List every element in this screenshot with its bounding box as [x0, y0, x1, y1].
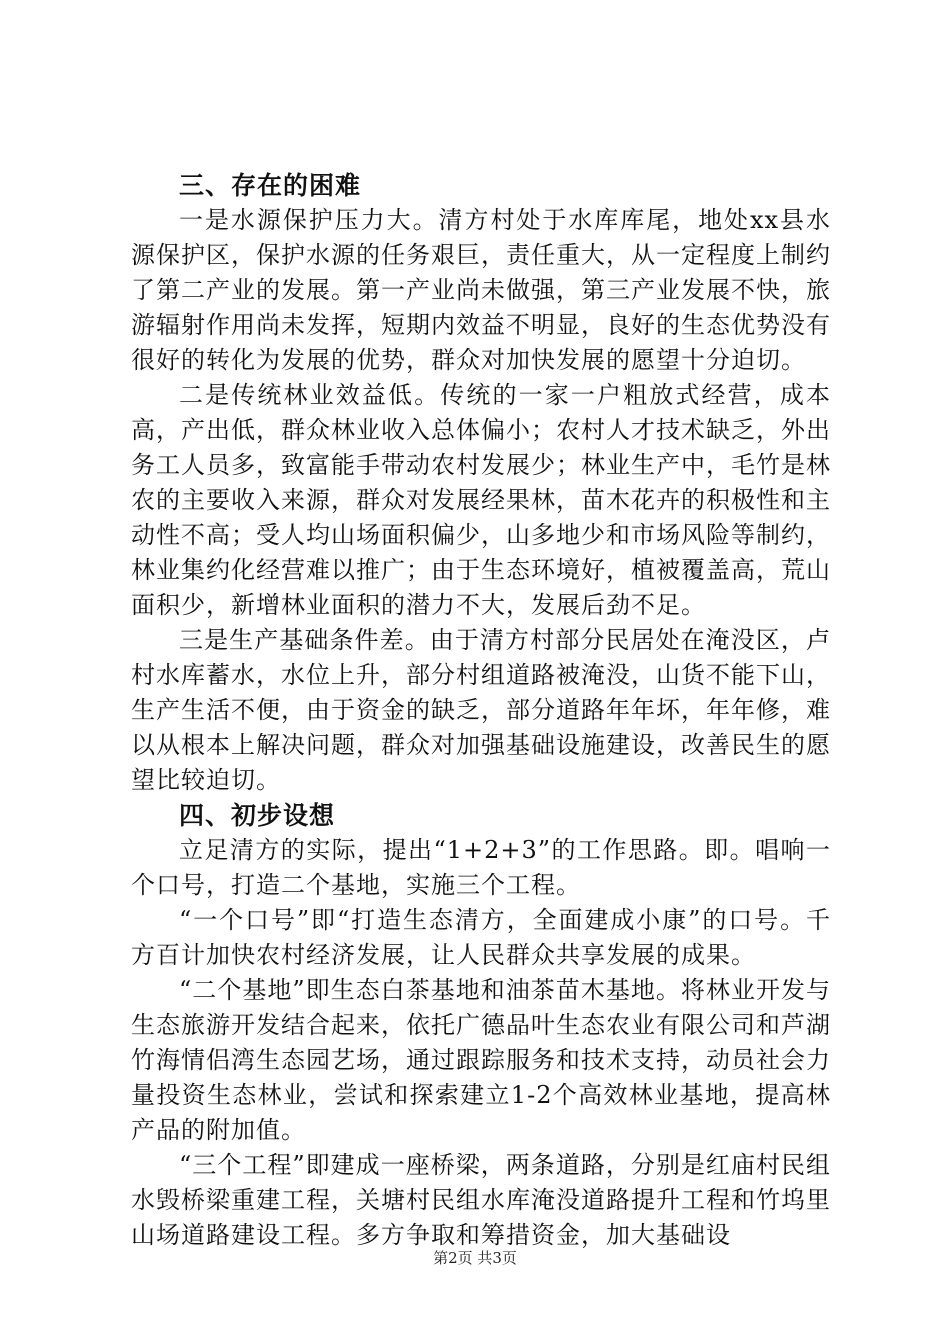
section-preliminary-ideas: [131, 798, 831, 1253]
paragraph: 一是水源保护压力大。清方村处于水库库尾，地处xx县水源保护区，保护水源的任务艰巨，责任重大，从一定程度上制约了第二产业的发展。第一产业尚未做强，第三产业发展不快，旅游辐射作用尚未发挥，短期内效益不明显，良好的生态优势没有很好的转化为发展的优势，群众对加快发展的愿望十分迫切。: [131, 206, 831, 374]
paragraph: “一个口号”即“打造生态清方，全面建成小康”的口号。千方百计加快农村经济发展，让人民群众共享发展的成果。: [131, 906, 831, 969]
paragraph: “二个基地”即生态白茶基地和油茶苗木基地。将林业开发与生态旅游开发结合起来，依托广德品叶生态农业有限公司和芦湖竹海情侣湾生态园艺场，通过跟踪服务和技术支持，动员社会力量投资生态林业，尝试和探索建立1-2个高效林业基地，提高林产品的附加值。: [131, 976, 831, 1144]
section-heading: 四、初步设想: [179, 801, 336, 830]
paragraph: 二是传统林业效益低。传统的一家一户粗放式经营，成本高，产出低，群众林业收入总体偏小；农村人才技术缺乏，外出务工人员多，致富能手带动农村发展少；林业生产中，毛竹是林农的主要收入来源，群众对发展经果林，苗木花卉的积极性和主动性不高；受人均山场面积偏少，山多地少和市场风险等制约，林业集约化经营难以推广；由于生态环境好，植被覆盖高，荒山面积少，新增林业面积的潜力不大，发展后劲不足。: [131, 381, 831, 619]
section-heading: 三、存在的困难: [179, 171, 362, 200]
paragraph: 三是生产基础条件差。由于清方村部分民居处在淹没区，卢村水库蓄水，水位上升，部分村组道路被淹没，山货不能下山，生产生活不便，由于资金的缺乏，部分道路年年坏，年年修，难以从根本上解决问题，群众对加强基础设施建设，改善民生的愿望比较迫切。: [131, 626, 831, 794]
paragraph: “三个工程”即建成一座桥梁，两条道路，分别是红庙村民组水毁桥梁重建工程，关塘村民组水库淹没道路提升工程和竹坞里山场道路建设工程。多方争取和筹措资金，加大基础设: [131, 1151, 831, 1249]
section-difficulties: [131, 168, 831, 798]
paragraph: 立足清方的实际，提出“1+2+3”的工作思路。即。唱响一个口号，打造二个基地，实施三个工程。: [131, 836, 831, 899]
page-number-footer: 第2页 共3页: [433, 1249, 517, 1267]
document-body: [131, 168, 831, 1253]
